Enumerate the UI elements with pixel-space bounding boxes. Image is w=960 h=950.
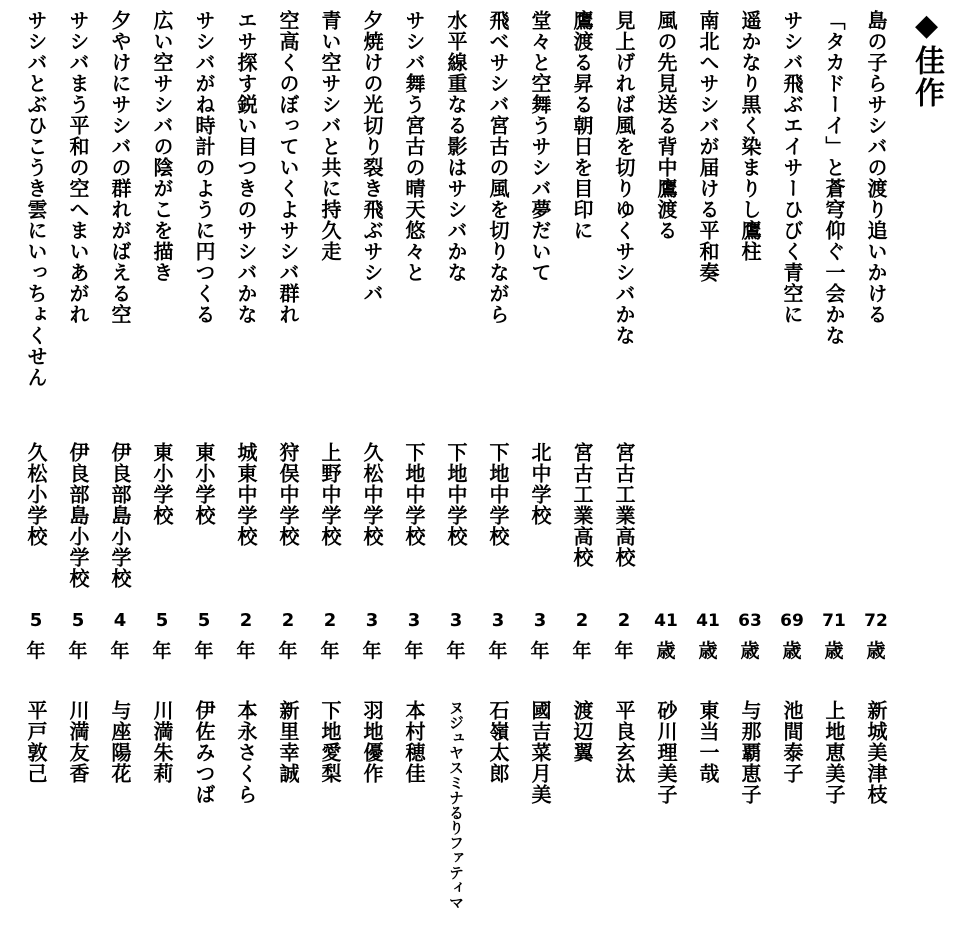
author-name: 新里幸誠 bbox=[276, 700, 300, 784]
school-name: 伊良部島小学校 bbox=[66, 442, 90, 589]
author-grade bbox=[396, 608, 432, 688]
grade-unit: 年 bbox=[446, 640, 466, 662]
grade-number: 2 bbox=[575, 610, 589, 631]
haiku-entry bbox=[144, 10, 180, 940]
school-name: 東小学校 bbox=[192, 442, 216, 526]
grade-unit: 年 bbox=[362, 640, 382, 662]
author-age bbox=[732, 608, 768, 688]
school-name: 城東中学校 bbox=[234, 442, 258, 547]
author-name: 平戸敦己 bbox=[24, 700, 48, 784]
school-name: 下地中学校 bbox=[486, 442, 510, 547]
author-name: 上地恵美子 bbox=[822, 700, 846, 805]
haiku-text: サシバがね時計のように円つくる bbox=[192, 10, 216, 325]
school-name bbox=[690, 442, 726, 607]
haiku-text: サシバ舞う宮古の晴天悠々と bbox=[402, 10, 426, 283]
author-name: 伊佐みつば bbox=[192, 700, 216, 805]
author-age bbox=[690, 608, 726, 688]
grade-unit: 年 bbox=[404, 640, 424, 662]
school-name: 久松中学校 bbox=[360, 442, 384, 547]
grade-number: 3 bbox=[491, 610, 505, 631]
grade-number: 3 bbox=[365, 610, 379, 631]
haiku-text: 夕焼けの光切り裂き飛ぶサシバ bbox=[360, 10, 384, 304]
haiku-text: 堂々と空舞うサシバ夢だいて bbox=[528, 10, 552, 283]
haiku-entry bbox=[312, 10, 348, 940]
author-name: 川満朱莉 bbox=[150, 700, 174, 784]
author-grade bbox=[354, 608, 390, 688]
grade-unit: 年 bbox=[68, 640, 88, 662]
school-name bbox=[732, 442, 768, 607]
grade-number: 2 bbox=[617, 610, 631, 631]
haiku-entry bbox=[60, 10, 96, 940]
haiku-entry bbox=[522, 10, 558, 940]
haiku-entry bbox=[438, 10, 474, 940]
section-heading: ◆佳作 bbox=[909, 8, 944, 109]
author-age bbox=[648, 608, 684, 688]
author-name: 与座陽花 bbox=[108, 700, 132, 784]
school-name bbox=[816, 442, 852, 607]
haiku-text: 青い空サシバと共に持久走 bbox=[318, 10, 342, 262]
school-name: 下地中学校 bbox=[444, 442, 468, 547]
school-name bbox=[648, 442, 684, 607]
author-grade bbox=[564, 608, 600, 688]
grade-number: 3 bbox=[533, 610, 547, 631]
haiku-text: エサ探す鋭い目つきのサシバかな bbox=[234, 10, 258, 325]
grade-number: 5 bbox=[71, 610, 85, 631]
author-name: 渡辺翼 bbox=[570, 700, 594, 763]
school-name: 上野中学校 bbox=[318, 442, 342, 547]
age-unit: 歳 bbox=[656, 640, 676, 662]
school-name bbox=[858, 442, 894, 607]
grade-number: 3 bbox=[407, 610, 421, 631]
author-grade bbox=[228, 608, 264, 688]
author-grade bbox=[438, 608, 474, 688]
age-number: 63 bbox=[738, 611, 762, 631]
author-name: 新城美津枝 bbox=[864, 700, 888, 805]
author-name: 与那覇恵子 bbox=[738, 700, 762, 805]
grade-unit: 年 bbox=[278, 640, 298, 662]
haiku-text: 水平線重なる影はサシバかな bbox=[444, 10, 468, 283]
grade-unit: 年 bbox=[614, 640, 634, 662]
author-grade bbox=[522, 608, 558, 688]
grade-number: 4 bbox=[113, 610, 127, 631]
school-name: 宮古工業高校 bbox=[570, 442, 594, 568]
author-name: 下地愛梨 bbox=[318, 700, 342, 784]
author-name: 國吉菜月美 bbox=[528, 700, 552, 805]
haiku-entry bbox=[396, 10, 432, 940]
grade-unit: 年 bbox=[488, 640, 508, 662]
haiku-entry bbox=[186, 10, 222, 940]
author-name: 羽地優作 bbox=[360, 700, 384, 784]
author-grade bbox=[312, 608, 348, 688]
haiku-text: 島の子らサシバの渡り追いかける bbox=[864, 10, 888, 325]
grade-number: 2 bbox=[281, 610, 295, 631]
haiku-text: 空高くのぼっていくよサシバ群れ bbox=[276, 10, 300, 325]
school-name: 北中学校 bbox=[528, 442, 552, 526]
haiku-entry bbox=[564, 10, 600, 940]
grade-number: 5 bbox=[155, 610, 169, 631]
haiku-entry bbox=[18, 10, 54, 940]
school-name: 伊良部島小学校 bbox=[108, 442, 132, 589]
age-unit: 歳 bbox=[698, 640, 718, 662]
grade-unit: 年 bbox=[530, 640, 550, 662]
author-grade bbox=[18, 608, 54, 688]
age-unit: 歳 bbox=[740, 640, 760, 662]
grade-unit: 年 bbox=[236, 640, 256, 662]
haiku-text: 夕やけにサシバの群れがばえる空 bbox=[108, 10, 132, 325]
haiku-text: サシバまう平和の空へまいあがれ bbox=[66, 10, 90, 325]
author-grade bbox=[102, 608, 138, 688]
age-unit: 歳 bbox=[866, 640, 886, 662]
haiku-entry bbox=[732, 10, 768, 940]
age-number: 41 bbox=[696, 611, 720, 631]
haiku-entry bbox=[228, 10, 264, 940]
author-age bbox=[858, 608, 894, 688]
school-name bbox=[774, 442, 810, 607]
author-name: 砂川理美子 bbox=[654, 700, 678, 805]
age-number: 71 bbox=[822, 611, 846, 631]
age-number: 69 bbox=[780, 611, 804, 631]
haiku-entry bbox=[690, 10, 726, 940]
age-unit: 歳 bbox=[782, 640, 802, 662]
haiku-entry bbox=[354, 10, 390, 940]
haiku-text: 遥かなり黒く染まりし鷹柱 bbox=[738, 10, 762, 262]
haiku-text: 飛べサシバ宮古の風を切りながら bbox=[486, 10, 510, 325]
haiku-text: 鷹渡る昇る朝日を目印に bbox=[570, 10, 594, 241]
age-number: 41 bbox=[654, 611, 678, 631]
author-name: 石嶺太郎 bbox=[486, 700, 510, 784]
author-name: 池間泰子 bbox=[780, 700, 804, 784]
haiku-entry bbox=[606, 10, 642, 940]
haiku-text: 南北へサシバが届ける平和奏 bbox=[696, 10, 720, 283]
grade-number: 2 bbox=[323, 610, 337, 631]
age-unit: 歳 bbox=[824, 640, 844, 662]
grade-unit: 年 bbox=[110, 640, 130, 662]
author-age bbox=[816, 608, 852, 688]
grade-unit: 年 bbox=[26, 640, 46, 662]
grade-number: 3 bbox=[449, 610, 463, 631]
haiku-entry bbox=[480, 10, 516, 940]
author-grade bbox=[144, 608, 180, 688]
author-name: 東当一哉 bbox=[696, 700, 720, 784]
author-name: 平良玄汰 bbox=[612, 700, 636, 784]
haiku-text: 風の先見送る背中鷹渡る bbox=[654, 10, 678, 241]
author-age bbox=[774, 608, 810, 688]
haiku-text: 広い空サシバの陰がこを描き bbox=[150, 10, 174, 283]
grade-number: 5 bbox=[29, 610, 43, 631]
grade-unit: 年 bbox=[320, 640, 340, 662]
haiku-entry bbox=[270, 10, 306, 940]
author-name: 本永さくら bbox=[234, 700, 258, 805]
school-name: 宮古工業高校 bbox=[612, 442, 636, 568]
author-grade bbox=[606, 608, 642, 688]
school-name: 久松小学校 bbox=[24, 442, 48, 547]
grade-number: 5 bbox=[197, 610, 211, 631]
haiku-entry bbox=[648, 10, 684, 940]
grade-unit: 年 bbox=[572, 640, 592, 662]
author-grade bbox=[480, 608, 516, 688]
author-name: 川満友香 bbox=[66, 700, 90, 784]
author-grade bbox=[270, 608, 306, 688]
author-grade bbox=[60, 608, 96, 688]
haiku-text: 見上げれば風を切りゆくサシバかな bbox=[612, 10, 636, 346]
haiku-entry bbox=[102, 10, 138, 940]
grade-unit: 年 bbox=[194, 640, 214, 662]
school-name: 東小学校 bbox=[150, 442, 174, 526]
school-name: 下地中学校 bbox=[402, 442, 426, 547]
haiku-text: 「タカドーイ」と蒼穹仰ぐ一会かな bbox=[822, 10, 846, 346]
haiku-entry bbox=[774, 10, 810, 940]
age-number: 72 bbox=[864, 611, 888, 631]
school-name: 狩俣中学校 bbox=[276, 442, 300, 547]
author-grade bbox=[186, 608, 222, 688]
haiku-entry bbox=[816, 10, 852, 940]
haiku-entry bbox=[858, 10, 894, 940]
author-name: 本村穂佳 bbox=[402, 700, 426, 784]
haiku-entry-list bbox=[14, 10, 894, 940]
grade-number: 2 bbox=[239, 610, 253, 631]
haiku-text: サシバ飛ぶエイサーひびく青空に bbox=[780, 10, 804, 325]
grade-unit: 年 bbox=[152, 640, 172, 662]
haiku-text: サシバとぶひこうき雲にいっちょくせん bbox=[24, 10, 48, 388]
author-name: ヌジュヤスミナるりファティマ bbox=[447, 700, 465, 910]
